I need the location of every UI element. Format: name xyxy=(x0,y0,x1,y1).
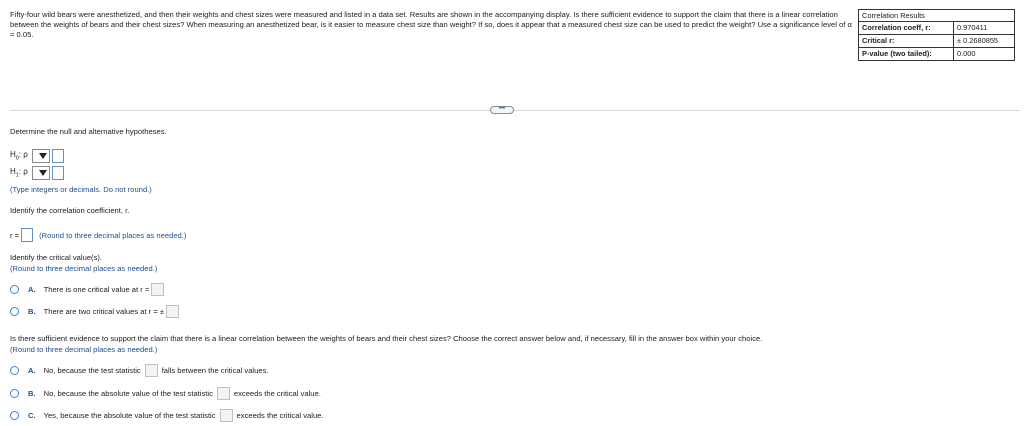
q4-hint: (Round to three decimal places as needed.) xyxy=(10,345,158,354)
radio-button[interactable] xyxy=(10,366,19,375)
results-value: 0.000 xyxy=(957,49,976,58)
section-divider xyxy=(10,110,1020,111)
r-label: r = xyxy=(10,230,20,240)
results-label: Correlation coeff, r: xyxy=(859,22,954,34)
critical-value-input[interactable] xyxy=(151,283,164,296)
q4-option-a[interactable]: A. No, because the test statistic falls between the critical values. xyxy=(10,364,268,377)
r-answer-row xyxy=(10,228,186,242)
q2-hint: (Round to three decimal places as needed.) xyxy=(39,230,187,240)
h0-row xyxy=(10,149,64,163)
results-label: Critical r: xyxy=(859,35,954,47)
h1-label: $H_1$: ρ xyxy=(10,167,28,179)
critical-values-input[interactable] xyxy=(166,305,179,318)
test-statistic-input[interactable] xyxy=(220,409,233,422)
results-value: 0.970411 xyxy=(957,23,988,32)
q1-hint: (Type integers or decimals. Do not round.) xyxy=(10,185,152,194)
problem-statement: Fifty-four wild bears were anesthetized, and then their weights and chest sizes were measured and listed in a data set. Results are shown in the accompanying display. Is there sufficient evidence to support the claim that there is a linear correlation between the weights of bears and their chest sizes? When measuring an anesthetized bear, is it easier to measure chest size than weight? If so, does it appear that a measured chest size can be used to predict the weight? Use a significance level of α = 0.05. xyxy=(10,10,852,39)
h1-operator-select[interactable] xyxy=(32,166,50,180)
q3-option-a[interactable]: A. There is one critical value at r = xyxy=(10,283,164,296)
results-row-critical xyxy=(859,34,1014,47)
results-row-pvalue xyxy=(859,47,1014,60)
h0-operator-select[interactable] xyxy=(32,149,50,163)
radio-button[interactable] xyxy=(10,411,19,420)
radio-button[interactable] xyxy=(10,307,19,316)
chevron-down-icon xyxy=(39,153,47,159)
q4-prompt: Is there sufficient evidence to support the claim that there is a linear correlation between the weights of bears and their chest sizes? Choose the correct answer below and, if necessary, fill in the answer box within your choice. xyxy=(10,334,763,343)
h0-label: $H_0$: ρ xyxy=(10,150,28,162)
q2-prompt: Identify the correlation coefficient, r. xyxy=(10,206,130,215)
radio-button[interactable] xyxy=(10,389,19,398)
q3-prompt: Identify the critical value(s). xyxy=(10,253,103,262)
q4-option-c[interactable]: C. Yes, because the absolute value of the test statistic exceeds the critical value. xyxy=(10,409,324,422)
chevron-down-icon xyxy=(39,170,47,176)
results-title: Correlation Results xyxy=(862,11,925,20)
results-value: ± 0.2680855 xyxy=(957,36,999,45)
q4-option-b[interactable]: B. No, because the absolute value of the test statistic exceeds the critical value. xyxy=(10,387,321,400)
h1-row xyxy=(10,166,64,180)
correlation-results-table xyxy=(858,9,1015,61)
q3-hint: (Round to three decimal places as needed.) xyxy=(10,264,158,273)
results-row-r xyxy=(859,21,1014,34)
h0-value-input[interactable] xyxy=(52,149,64,163)
radio-button[interactable] xyxy=(10,285,19,294)
more-button[interactable]: ••• xyxy=(490,106,514,114)
h1-value-input[interactable] xyxy=(52,166,64,180)
q3-option-b[interactable]: B. There are two critical values at r = ± xyxy=(10,305,179,318)
results-label: P-value (two tailed): xyxy=(859,48,954,60)
test-statistic-input[interactable] xyxy=(217,387,230,400)
test-statistic-input[interactable] xyxy=(145,364,158,377)
r-input[interactable] xyxy=(21,228,33,242)
q1-prompt: Determine the null and alternative hypotheses. xyxy=(10,127,167,136)
